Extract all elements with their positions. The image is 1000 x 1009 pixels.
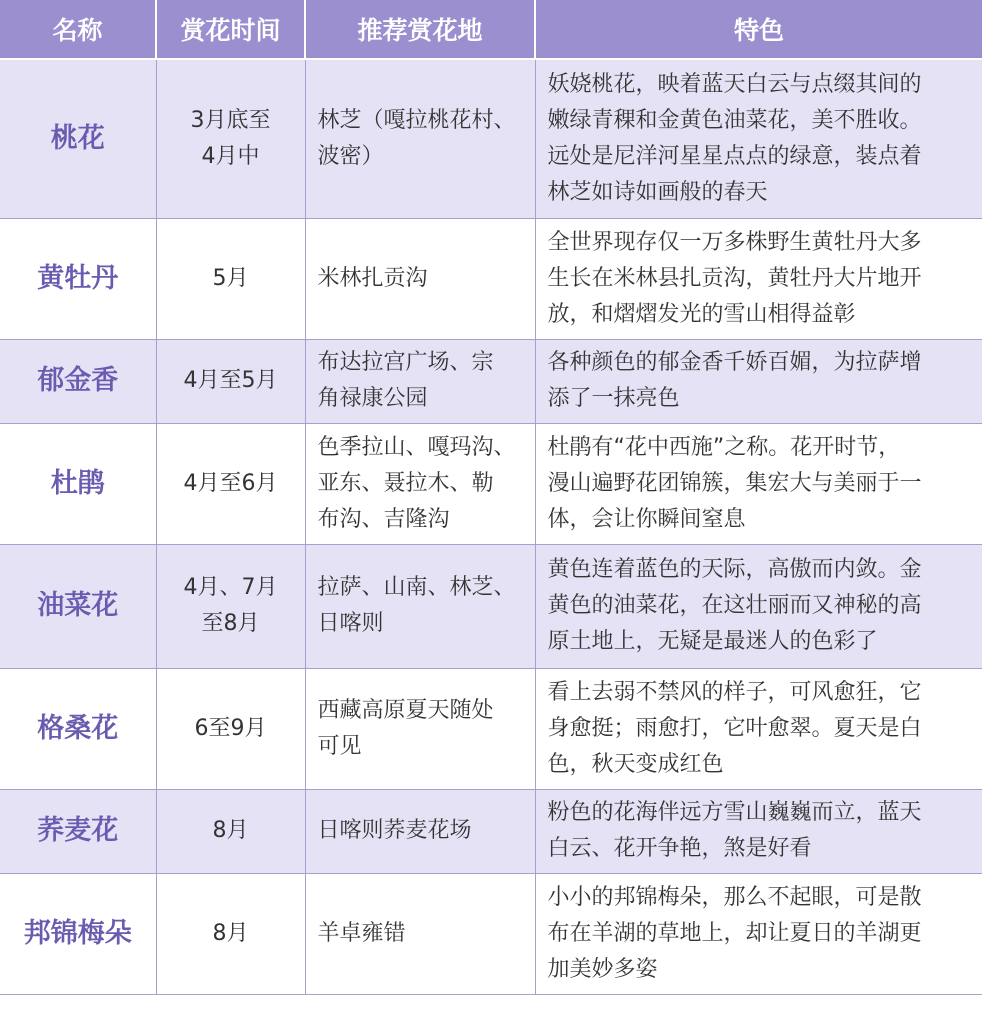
table-row — [0, 544, 982, 668]
header-place: 推荐赏花地 — [305, 0, 535, 59]
feature-description-cell — [535, 339, 982, 423]
viewing-place-line: 米林扎贡沟 — [317, 265, 428, 291]
viewing-period-cell — [156, 339, 305, 423]
feature-description-line: 黄色的油菜花，在这壮丽而又神秘的高 — [547, 593, 922, 618]
feature-description-line: 杜鹃有“花中西施”之称。花开时节， — [547, 434, 901, 460]
feature-description-line: 妖娆桃花，映着蓝天白云与点缀其间的 — [547, 71, 922, 97]
feature-description-line: 放，和熠熠发光的雪山相得益彰 — [547, 301, 856, 327]
viewing-place-line: 角禄康公园 — [317, 386, 428, 411]
feature-description-line: 林芝如诗如画般的春天 — [547, 179, 768, 205]
table-body — [0, 59, 982, 994]
viewing-place-line: 西藏高原夏天随处 — [317, 697, 494, 723]
feature-description-line: 色，秋天变成红色 — [547, 751, 724, 777]
viewing-period-line: 4月至6月 — [183, 470, 278, 496]
viewing-place-line: 羊卓雍错 — [317, 920, 406, 946]
feature-description-line: 原土地上，无疑是最迷人的色彩了 — [547, 629, 878, 654]
feature-description-cell — [535, 873, 982, 994]
viewing-place-line: 日喀则荞麦花场 — [317, 818, 472, 843]
viewing-period-cell — [156, 218, 305, 339]
header-period: 赏花时间 — [156, 0, 305, 59]
table-row — [0, 59, 982, 218]
viewing-place-line: 拉萨、山南、林芝、 — [317, 575, 516, 600]
table-row — [0, 423, 982, 544]
viewing-period-line: 4月、7月 — [183, 575, 278, 600]
viewing-period-cell — [156, 668, 305, 789]
flower-name-cell: 格桑花 — [0, 668, 156, 789]
header-row — [0, 0, 982, 59]
flower-name-cell: 杜鹃 — [0, 423, 156, 544]
viewing-period-line: 5月 — [212, 265, 249, 291]
flower-name-cell: 荞麦花 — [0, 789, 156, 873]
viewing-place-line: 林芝（嘎拉桃花村、 — [317, 107, 516, 133]
viewing-place-line: 波密） — [317, 143, 384, 169]
viewing-place-cell — [305, 59, 535, 218]
viewing-period-line: 至8月 — [201, 611, 260, 636]
viewing-period-cell — [156, 789, 305, 873]
feature-description-line: 加美妙多姿 — [547, 956, 658, 982]
feature-description-line: 身愈挺；雨愈打，它叶愈翠。夏天是白 — [547, 715, 922, 741]
table-row — [0, 339, 982, 423]
table-row — [0, 218, 982, 339]
viewing-period-line: 8月 — [212, 920, 249, 946]
feature-description-line: 布在羊湖的草地上，却让夏日的羊湖更 — [547, 920, 922, 946]
viewing-place-line: 布达拉宫广场、宗 — [317, 350, 494, 375]
viewing-period-line: 3月底至 — [190, 107, 271, 133]
feature-description-line: 白云、花开争艳，煞是好看 — [547, 836, 812, 861]
feature-description-cell — [535, 789, 982, 873]
feature-description-line: 漫山遍野花团锦簇，集宏大与美丽于一 — [547, 470, 922, 496]
feature-description-line: 看上去弱不禁风的样子，可风愈狂，它 — [547, 679, 922, 705]
viewing-place-line: 色季拉山、嘎玛沟、 — [317, 434, 516, 460]
flower-name-cell: 桃花 — [0, 59, 156, 218]
viewing-place-cell — [305, 789, 535, 873]
feature-description-cell — [535, 423, 982, 544]
feature-description-line: 小小的邦锦梅朵，那么不起眼，可是散 — [547, 884, 922, 910]
feature-description-cell — [535, 59, 982, 218]
viewing-period-cell — [156, 873, 305, 994]
feature-description-cell — [535, 218, 982, 339]
flower-name-cell: 郁金香 — [0, 339, 156, 423]
viewing-place-line: 日喀则 — [317, 611, 384, 636]
viewing-place-line: 亚东、聂拉木、勒 — [317, 470, 494, 496]
viewing-period-line: 8月 — [212, 818, 249, 843]
viewing-place-cell — [305, 668, 535, 789]
feature-description-line: 体，会让你瞬间窒息 — [547, 506, 746, 532]
viewing-period-line: 6至9月 — [194, 715, 267, 741]
feature-description-line: 全世界现存仅一万多株野生黄牡丹大多 — [547, 229, 922, 255]
feature-description-cell — [535, 544, 982, 668]
viewing-place-cell — [305, 873, 535, 994]
flower-name-cell: 邦锦梅朵 — [0, 873, 156, 994]
feature-description-line: 黄色连着蓝色的天际，高傲而内敛。金 — [547, 557, 922, 582]
feature-description-line: 远处是尼洋河星星点点的绿意，装点着 — [547, 143, 922, 169]
table-row — [0, 789, 982, 873]
viewing-place-line: 可见 — [317, 733, 362, 759]
feature-description-cell — [535, 668, 982, 789]
feature-description-line: 粉色的花海伴远方雪山巍巍而立，蓝天 — [547, 800, 922, 825]
flower-name-cell: 油菜花 — [0, 544, 156, 668]
flower-name-cell: 黄牡丹 — [0, 218, 156, 339]
viewing-place-cell — [305, 544, 535, 668]
viewing-place-cell — [305, 339, 535, 423]
table-header — [0, 0, 982, 59]
table-row — [0, 873, 982, 994]
feature-description-line: 生长在米林县扎贡沟，黄牡丹大片地开 — [547, 265, 922, 291]
feature-description-line: 添了一抹亮色 — [547, 386, 680, 411]
viewing-period-cell — [156, 423, 305, 544]
feature-description-line: 各种颜色的郁金香千娇百媚，为拉萨增 — [547, 350, 922, 375]
header-feature: 特色 — [535, 0, 982, 59]
viewing-period-cell — [156, 544, 305, 668]
viewing-place-line: 布沟、吉隆沟 — [317, 506, 450, 532]
feature-description-line: 嫩绿青稞和金黄色油菜花，美不胜收。 — [547, 107, 922, 133]
table-row — [0, 668, 982, 789]
viewing-place-cell — [305, 218, 535, 339]
viewing-period-line: 4月中 — [201, 143, 260, 169]
viewing-period-line: 4月至5月 — [183, 368, 278, 393]
header-name: 名称 — [0, 0, 156, 59]
viewing-place-cell — [305, 423, 535, 544]
viewing-period-cell — [156, 59, 305, 218]
